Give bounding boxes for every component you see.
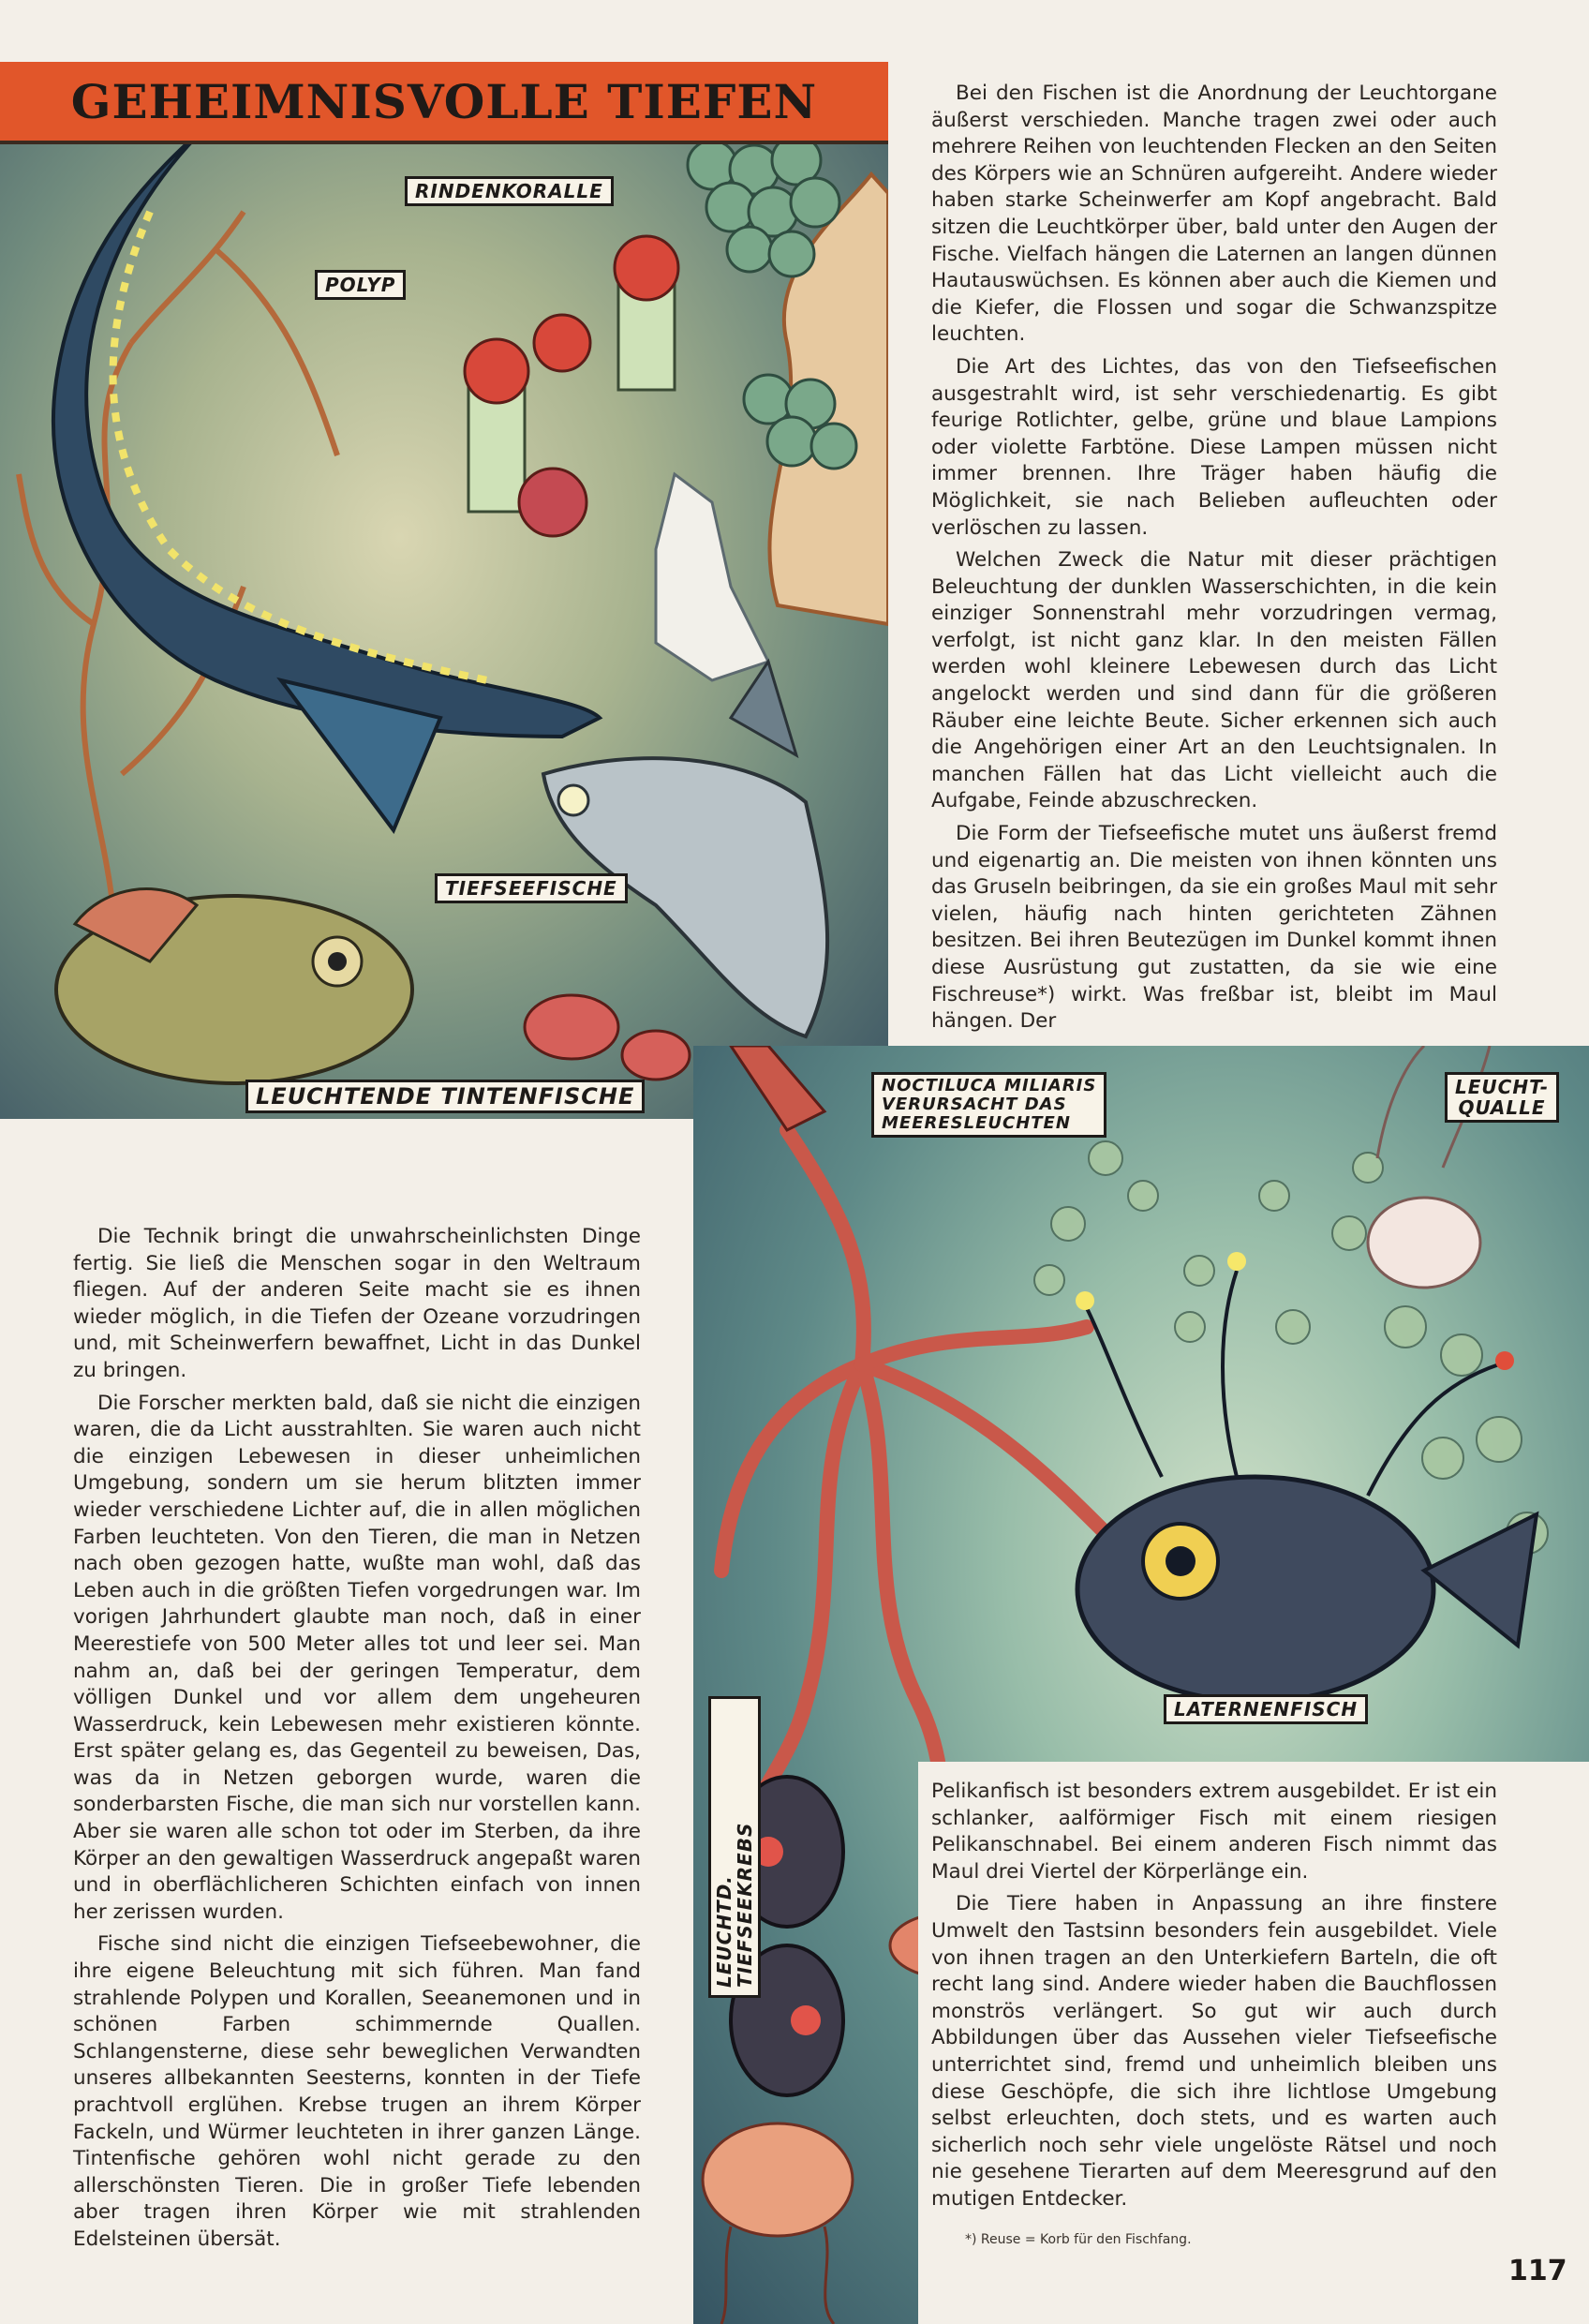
paragraph: Die Tiere haben in Anpassung an ihre finstere Umwelt den Tastsinn besonders fein ausgebildet. Viele von ihnen tragen an den Unterkiefern Barteln, die oft recht lang sind. Andere wieder haben die Bauchflossen monströs verlängert. So gut wir auch durch Abbildungen über das Aussehen vieler Tiefseefische unterrichtet sind, fremd und unheimlich bleiben uns diese Geschöpfe, die sich ihre lichtlose Umgebung selbst erleuchten, doch stets, und es warten auch sicherlich noch sehr viele ungelöste Rätsel und noch nie gesehene Tierarten auf dem Meeresgrund auf den mutigen Entdecker.: [931, 1892, 1497, 2211]
deep-sea-scene-top: [0, 62, 888, 1119]
label-rindenkoralle: RINDENKORALLE: [405, 176, 614, 206]
text-column-right-top: [931, 81, 1497, 1041]
label-tiefseefische: TIEFSEEFISCHE: [435, 873, 628, 903]
paragraph: Die Form der Tiefseefische mutet uns äußerst fremd und eigenartig an. Die meisten von ihnen könnten uns das Gruseln beibringen, da sie ein großes Maul mit sehr vielen, häufig nach hinten gerichteten Zähnen besitzen. Bei ihren Beutezügen im Dunkel kommt ihnen diese Ausrüstung gut zustatten, da sie wie eine Fischreuse*) wirkt. Was freßbar ist, bleibt im Maul hängen. Der: [931, 822, 1497, 1034]
label-noctiluca-line2: VERURSACHT DAS: [882, 1095, 1067, 1114]
top-illustration: [0, 62, 888, 1119]
title-banner: [0, 62, 888, 144]
label-tiefseekrebs: LEUCHTD. TIEFSEEKREBS: [708, 1696, 761, 1998]
paragraph: Welchen Zweck die Natur mit dieser prächtigen Beleuchtung der dunklen Wasserschichten, in die kein einziger Sonnenstrahl mehr vorzudringen vermag, verfolgt, ist nicht ganz klar. In den meisten Fällen werden wohl kleinere Lebewesen durch das Licht angelockt werden und sind dann für die größeren Räuber eine leichte Beute. Sicher erkennen sich auch die Angehörigen einer Art an den Leuchtsignalen. In manchen Fällen hat das Licht vielleicht auch die Aufgabe, Feinde abzuschrecken.: [931, 548, 1497, 813]
label-noctiluca-line3: MEERESLEUCHTEN: [882, 1113, 1071, 1133]
label-laternenfisch: LATERNENFISCH: [1164, 1694, 1368, 1724]
squid-body: [731, 1046, 824, 1130]
paragraph: Die Technik bringt die unwahrscheinlichsten Dinge fertig. Sie ließ die Menschen sogar in den Weltraum fliegen. Auf der anderen Seite macht sie es ihnen wieder möglich, in die Tiefen der Ozeane vorzudringen und, mit Scheinwerfern bewaffnet, Licht in das Dunkel zu bringen.: [73, 1225, 641, 1382]
label-leuchtqualle-line1: LEUCHT-: [1455, 1076, 1550, 1098]
label-polyp: POLYP: [315, 270, 406, 300]
paragraph: Bei den Fischen ist die Anordnung der Leuchtorgane äußerst verschieden. Manche tragen zwei oder auch mehrere Reihen von leuchtenden Flecken an den Seiten des Körpers wie an Schnüren aufgereiht. Andere wieder haben starke Scheinwerfer am Kopf angebracht. Bald sitzen die Leuchtkörper über, bald unter den Augen der Fische. Vielfach hängen die Laternen an langen dünnen Hautauswüchsen. Es können aber auch die Kiemen und die Kiefer, die Flossen und sogar die Schwanzspitze leuchten.: [931, 82, 1497, 347]
anemones: [465, 236, 678, 536]
paragraph: Fische sind nicht die einzigen Tiefseebewohner, die ihre eigene Beleuchtung mit sich führen. Man fand strahlende Polypen und Korallen, Seeanemonen und in schönen Farben schimmernde Quallen. Schlangensterne, diese sehr beweglichen Verwandten unseres allbekannten Seesterns, konnten in der Tiefe prachtvoll erglühen. Krebse trugen an ihrem Körper Fackeln, und Würmer leuchteten in ihrer ganzen Länge. Tintenfische gehören wohl nicht gerade zu den allerschönsten Tieren. Die in großer Tiefe lebenden aber tragen ihren Körper wie mit strahlenden Edelsteinen übersät.: [73, 1932, 641, 2251]
text-column-right-bottom: [931, 1779, 1497, 2219]
label-leuchtqualle-line2: QUALLE: [1458, 1096, 1546, 1119]
white-coral: [656, 474, 768, 680]
label-leuchtqualle: [1445, 1072, 1559, 1123]
paragraph: Die Art des Lichtes, das von den Tiefseefischen ausgestrahlt wird, ist sehr verschiedenartig. Es gibt feurige Rotlichter, gelbe, grüne und blaue Lampions oder violette Farbtöne. Diese Lampen müssen nicht immer brennen. Ihre Träger haben häufig die Möglichkeit, sie nach Belieben aufleuchten oder verlöschen zu lassen.: [931, 354, 1497, 540]
text-column-left-bottom: [73, 1224, 641, 2259]
page-number: 117: [1508, 2255, 1567, 2287]
bottom-jellyfish: [703, 2123, 853, 2324]
footnote: *) Reuse = Korb für den Fischfang.: [965, 2232, 1192, 2247]
page-title: GEHEIMNISVOLLE TIEFEN: [70, 73, 818, 129]
paragraph: Die Forscher merkten bald, daß sie nicht die einzigen waren, die da Licht ausstrahlten. Sie waren auch nicht die einzigen Lebewesen in dieser unheimlichen Umgebung, sondern um sie herum blitzten immer wieder verschiedene Lichter auf, die in allen möglichen Farben leuchteten. Von den Tieren, die man in Netzen nach oben gezogen hatte, wußte man wohl, daß das Leben auch in die größten Tiefen vorgedrungen war. Im vorigen Jahrhundert glaubte man noch, daß in einer Meerestiefe von 500 Meter alles tot und leer sei. Man nahm an, daß bei der geringen Temperatur, dem völligen Dunkel und vor allem dem ungeheuren Wasserdruck, kein Lebewesen mehr existieren könnte. Erst später gelang es, das Gegenteil zu beweisen, Das, was da in Netzen geborgen wurde, waren die sonderbarsten Fische, die man sich nur vorstellen kann. Aber sie waren alle schon tot oder im Sterben, da ihre Körper an den gewaltigen Wasserdruck angepaßt waren und in oberflächlicheren Schichten einfach von innen her zerissen wurden.: [73, 1391, 641, 1924]
label-noctiluca: [871, 1072, 1106, 1138]
label-noctiluca-line1: NOCTILUCA MILIARIS: [882, 1076, 1097, 1095]
squid-fins: [525, 995, 690, 1080]
label-leuchtende-tintenfische: LEUCHTENDE TINTENFISCHE: [245, 1080, 645, 1113]
paragraph: Pelikanfisch ist besonders extrem ausgebildet. Er ist ein schlanker, aalförmiger Fisch mit einem riesigen Pelikanschnabel. Bei einem anderen Fisch nimmt das Maul drei Viertel der Körperlänge ein.: [931, 1780, 1497, 1884]
cuttlefish: [56, 889, 412, 1083]
